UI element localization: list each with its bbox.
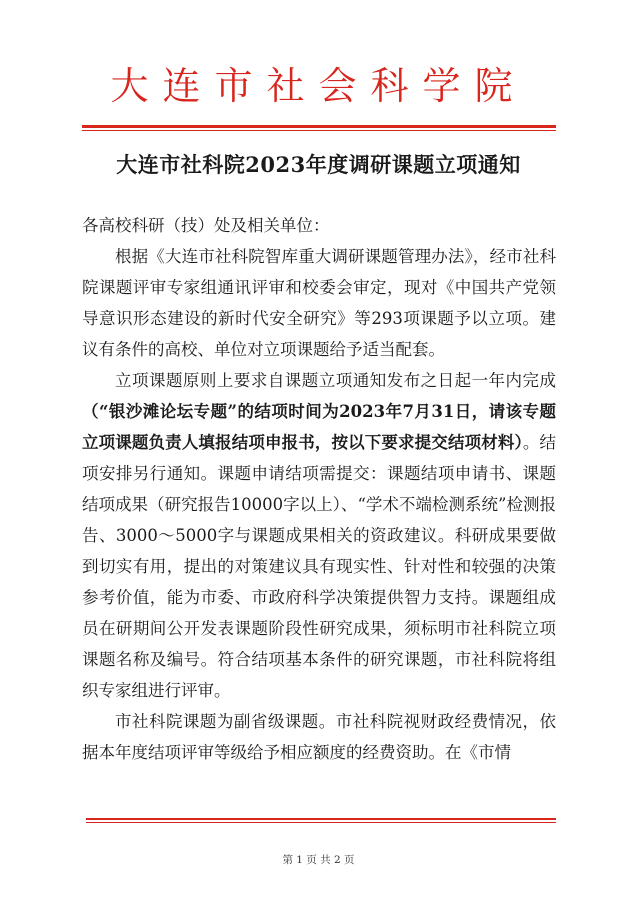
red-underline-mark-thin [86,822,556,823]
paragraph-3: 市社科院课题为副省级课题。市社科院视财政经费情况，依据本年度结项评审等级给予相应额度的经费资助。在《市情 [82,712,556,762]
red-underline-mark [86,818,556,820]
paragraph-2-start: 立项课题原则上要求自课题立项通知发布之日起一年内完成 [115,371,556,390]
paragraph-2-bold-note: （“银沙滩论坛专题”的结项时间为2023年7月31日，请该专题立项课题负责人填报结项申报书，按以下要求提交结项材料） [82,402,556,452]
document-title: 大连市社科院2023年度调研课题立项通知 [116,152,521,177]
header-rule-thick [82,125,556,128]
paragraph-2 [82,365,556,706]
greeting: 各高校科研（技）处及相关单位： [82,216,330,235]
header-rule-thin [82,130,556,131]
document-body [82,210,556,768]
page-footer: 第 1 页 共 2 页 [282,854,355,866]
org-header: 大连市社会科学院 [110,64,527,108]
paragraph-2-end: 。结项安排另行通知。课题申请结项需提交：课题结项申请书、课题结项成果（研究报告10000字以上）、“学术不端检测系统”检测报告、3000～5000字与课题成果相关的资政建议。科研成果要做到切实有用，提出的对策建议具有现实性、针对性和较强的决策参考价值，能为市委、市政府科学决策提供智力支持。课题组成员在研期间公开发表课题阶段性研究成果，须标明市社科院立项课题名称及编号。符合结项基本条件的研究课题，市社科院将组织专家组进行评审。 [82,433,557,700]
paragraph-1: 根据《大连市社科院智库重大调研课题管理办法》，经市社科院课题评审专家组通讯评审和校委会审定，现对《中国共产党领导意识形态建设的新时代安全研究》等293项课题予以立项。建议有条件的高校、单位对立项课题给予适当配套。 [82,247,556,359]
